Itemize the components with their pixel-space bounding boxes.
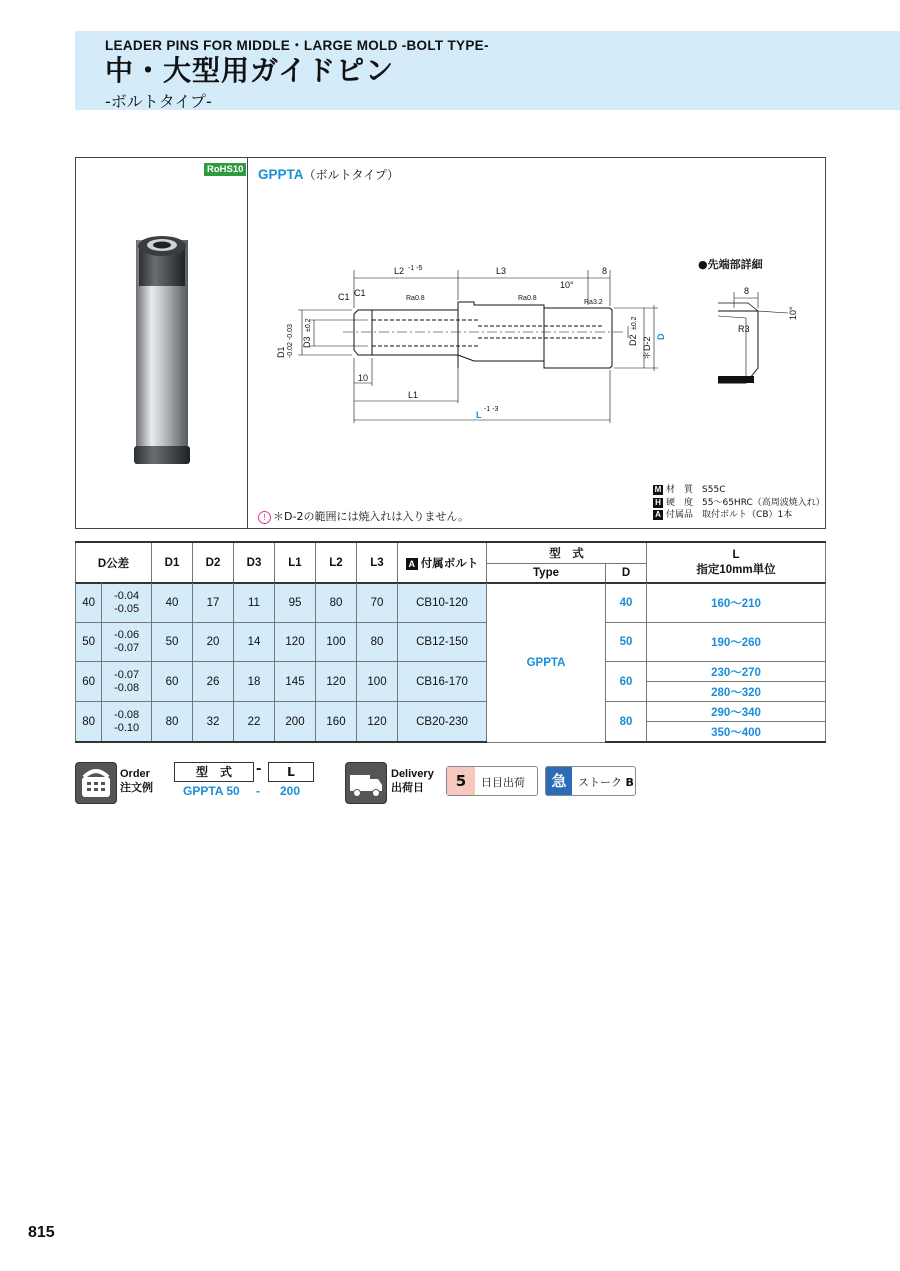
cell-bolt: CB10-120 [398,583,487,623]
cell-d3: 18 [234,662,275,702]
warning-icon: ! [258,511,271,524]
dim-d3-tol: ±0.2 [305,318,312,332]
accessory-icon: A [406,558,418,570]
col-type: Type [487,564,606,584]
cell-d3: 22 [234,702,275,743]
dim-8: 8 [602,266,608,276]
express-icon: 急 [546,767,572,795]
panel-title [258,166,399,183]
header-subtitle: -ボルトタイプ- [105,92,212,111]
hardening-note: ! ＊D-2の範囲には焼入れは入りません。 [258,508,469,524]
col-katashiki: 型 式 [487,542,647,564]
col-l1: L1 [275,542,316,583]
delivery-days: 5 [447,767,475,795]
dimension-table [75,541,826,743]
cell-d: 80 [76,702,102,743]
cell-d2: 20 [193,623,234,662]
cell-tolerance: -0.08 -0.10 [102,702,152,743]
cell-d2: 32 [193,702,234,743]
model-suffix: （ボルトタイプ） [303,168,400,182]
cell-l-range: 230～270 [647,662,826,682]
cell-d-value: 50 [606,623,647,662]
dim-d-minus-2: ＊D-2 [642,336,652,360]
cell-d: 50 [76,623,102,662]
dim-d1: D1 [276,346,286,358]
dim-d: D [656,333,666,340]
chamfer-c1-a: C1 [338,292,350,302]
col-d-tolerance: D公差 [76,542,152,583]
cell-l3: 80 [357,623,398,662]
order-example-dash: - [256,784,260,798]
cell-d: 40 [76,583,102,623]
stock-text: ストーク B [578,776,634,789]
hardness-icon: H [653,498,663,508]
cell-l1: 145 [275,662,316,702]
cell-d: 60 [76,662,102,702]
spec-row-material: M 材 質 S55C [654,485,726,495]
cell-l-range: 190～260 [647,623,826,662]
spec-row-hardness: H 硬 度 55～65HRC（高周波焼入れ） [653,497,825,510]
header-english-title: LEADER PINS FOR MIDDLE・LARGE MOLD -BOLT TYPE- [105,38,489,53]
cell-l-range: 350～400 [647,722,826,743]
spec-row-accessory: A 付属品 取付ボルト（CB）1本 [653,509,825,522]
model-name: GPPTA [258,167,304,182]
col-d3: D3 [234,542,275,583]
product-panel [75,157,826,529]
cell-l1: 120 [275,623,316,662]
tip-detail-title: ●先端部詳細 [698,258,763,271]
cell-bolt: CB20-230 [398,702,487,743]
cell-d-value: 80 [606,702,647,743]
cell-tolerance: -0.07 -0.08 [102,662,152,702]
cell-l-range: 290～340 [647,702,826,722]
cell-l2: 160 [316,702,357,743]
cell-d2: 17 [193,583,234,623]
col-l2: L2 [316,542,357,583]
cell-bolt: CB12-150 [398,623,487,662]
cell-l2: 120 [316,662,357,702]
dim-l-tol: -1 -3 [484,406,499,413]
delivery-days-text: 日目出荷 [481,776,525,789]
cell-type: GPPTA [487,583,606,742]
order-label: Order 注文例 [120,768,153,794]
dim-d1-tol: -0.02 -0.03 [287,324,294,358]
delivery-days-badge [446,766,538,796]
roughness-ra08-b: Ra0.8 [518,295,537,302]
col-l3: L3 [357,542,398,583]
dim-d2: D2 [628,334,638,346]
dim-l3: L3 [496,266,507,276]
chamfer-c1-b: C1 [354,288,366,298]
col-d2: D2 [193,542,234,583]
cell-l3: 70 [357,583,398,623]
cell-d-value: 40 [606,583,647,623]
cell-bolt: CB16-170 [398,662,487,702]
stock-badge [545,766,636,796]
roughness-ra32: Ra3.2 [584,299,603,306]
dim-angle: 10° [560,280,574,290]
material-specs [653,484,825,522]
dim-d3: D3 [302,336,312,348]
cell-d3: 11 [234,583,275,623]
roughness-ra08-a: Ra0.8 [406,295,425,302]
cell-d1: 60 [152,662,193,702]
cell-l-range: 160～210 [647,583,826,623]
cell-tolerance: -0.06 -0.07 [102,623,152,662]
technical-drawing [248,208,828,488]
order-col-type: 型 式 [174,762,254,782]
order-example-type: GPPTA 50 [183,784,240,798]
cell-l-range: 280～320 [647,682,826,702]
tip-radius: R3 [738,324,750,334]
col-l: L 指定10mm単位 [647,542,826,583]
dim-d2-tol: ±0.2 [631,316,638,330]
cell-l1: 200 [275,702,316,743]
accessory-icon: A [653,510,663,520]
truck-icon [345,762,387,804]
tip-angle: 10° [788,306,798,320]
cell-d2: 26 [193,662,234,702]
cell-tolerance: -0.04 -0.05 [102,583,152,623]
cell-d1: 80 [152,702,193,743]
cell-d-value: 60 [606,662,647,702]
delivery-label: Delivery 出荷日 [391,768,434,794]
dim-l1: L1 [408,390,419,400]
col-d: D [606,564,647,584]
page-header [75,31,900,110]
leader-pin-image [76,158,246,528]
page-number: 815 [28,1224,55,1241]
cell-d1: 40 [152,583,193,623]
cell-l1: 95 [275,583,316,623]
product-photo [76,158,248,528]
cell-d1: 50 [152,623,193,662]
cell-d3: 14 [234,623,275,662]
col-bolt: A 付属ボルト [398,542,487,583]
order-example-l: 200 [280,784,301,798]
cell-l2: 80 [316,583,357,623]
rohs-badge: RoHS10 [204,163,246,176]
cell-l3: 120 [357,702,398,743]
order-col-dash: - [256,762,262,777]
dim-l2-tol: -1 -5 [408,265,423,272]
header-japanese-title: 中・大型用ガイドピン [105,54,395,87]
cell-l2: 100 [316,623,357,662]
dim-l2: L2 [394,266,405,276]
order-col-l: L [268,762,314,782]
material-icon: M [654,485,662,494]
cell-l3: 100 [357,662,398,702]
dim-10: 10 [358,373,369,383]
phone-order-icon [75,762,117,804]
dim-l: L [476,410,482,420]
col-d1: D1 [152,542,193,583]
tip-dim-8: 8 [744,286,750,296]
